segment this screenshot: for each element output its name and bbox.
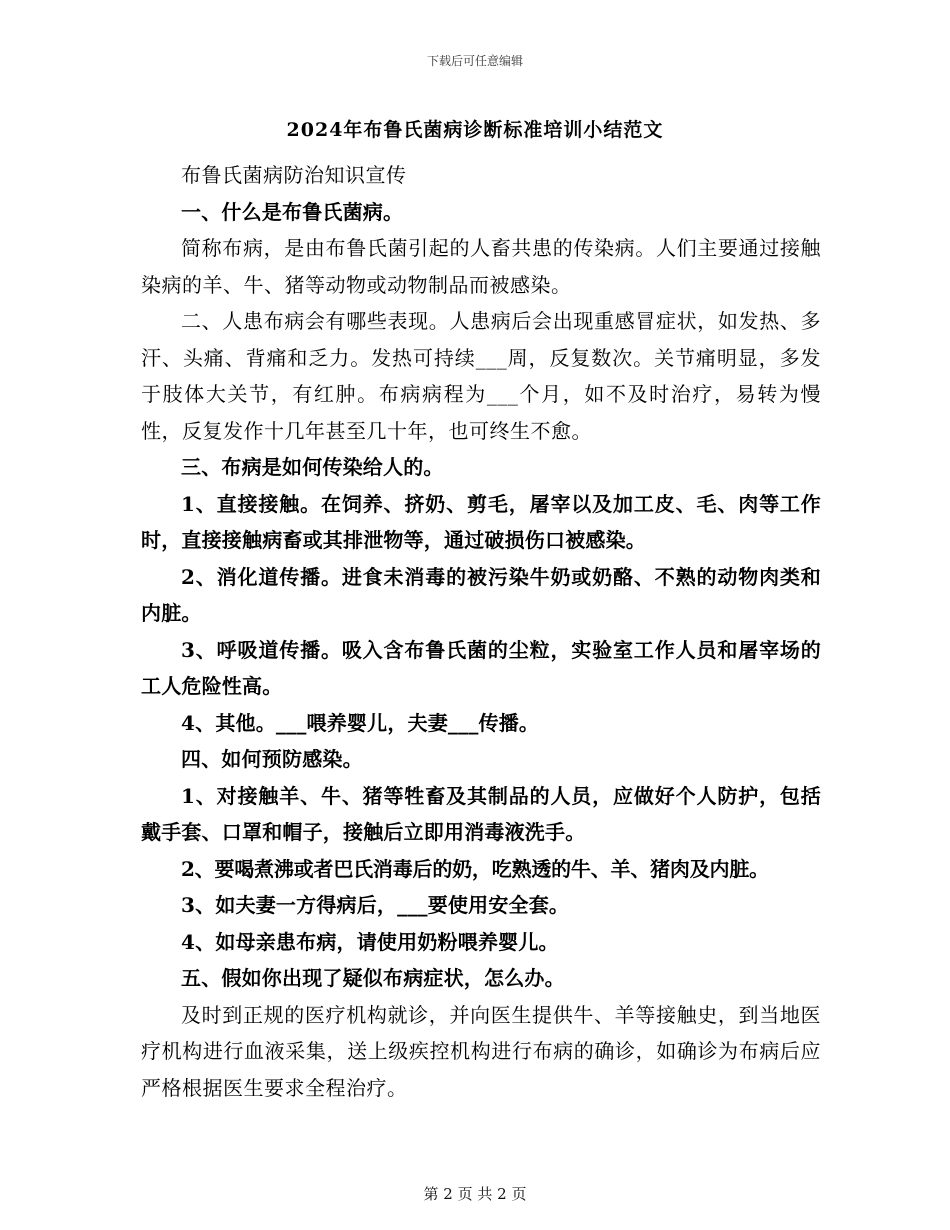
section-heading-3: 三、布病是如何传染给人的。	[181, 455, 444, 479]
list-item: 3、呼吸道传播。吸入含布鲁氏菌的尘粒，实验室工作人员和屠宰场的工人危险性高。	[141, 637, 821, 698]
paragraph: 简称布病，是由布鲁氏菌引起的人畜共患的传染病。人们主要通过接触染病的羊、牛、猪等动物或动物制品而被感染。	[141, 236, 821, 297]
list-item: 2、要喝煮沸或者巴氏消毒后的奶，吃熟透的牛、羊、猪肉及内脏。	[181, 856, 769, 881]
section-heading-4: 四、如何预防感染。	[181, 747, 363, 771]
paragraph-subtitle: 布鲁氏菌病防治知识宣传	[181, 163, 407, 187]
list-item: 1、直接接触。在饲养、挤奶、剪毛，屠宰以及加工皮、毛、肉等工作时，直接接触病畜或其排泄物等，通过破损伤口被感染。	[141, 491, 821, 552]
list-item: 2、消化道传播。进食未消毒的被污染牛奶或奶酪、不熟的动物肉类和内脏。	[141, 564, 821, 625]
paragraph: 及时到正规的医疗机构就诊，并向医生提供牛、羊等接触史，到当地医疗机构进行血液采集，送上级疾控机构进行布病的确诊，如确诊为布病后应严格根据医生要求全程治疗。	[141, 1002, 821, 1100]
page-footer: 第 2 页 共 2 页	[423, 1185, 527, 1203]
list-item: 4、其他。___喂养婴儿，夫妻___传播。	[181, 710, 540, 735]
list-item: 4、如母亲患布病，请使用奶粉喂养婴儿。	[181, 929, 559, 954]
paragraph: 二、人患布病会有哪些表现。人患病后会出现重感冒症状，如发热、多汗、头痛、背痛和乏力。发热可持续___周，反复数次。关节痛明显，多发于肢体大关节，有红肿。布病病程为___个月，如不及时治疗，易转为慢性，反复发作十几年甚至几十年，也可终生不愈。	[141, 309, 821, 443]
document-title: 2024年布鲁氏菌病诊断标准培训小结范文	[286, 119, 664, 141]
page-header: 下载后可任意编辑	[426, 54, 523, 68]
document-body	[141, 157, 821, 1106]
section-heading-1: 一、什么是布鲁氏菌病。	[181, 199, 404, 224]
list-item: 1、对接触羊、牛、猪等牲畜及其制品的人员，应做好个人防护，包括戴手套、口罩和帽子，接触后立即用消毒液洗手。	[141, 783, 821, 844]
section-heading-5: 五、假如你出现了疑似布病症状，怎么办。	[181, 966, 565, 990]
list-item: 3、如夫妻一方得病后，___要使用安全套。	[181, 893, 570, 917]
